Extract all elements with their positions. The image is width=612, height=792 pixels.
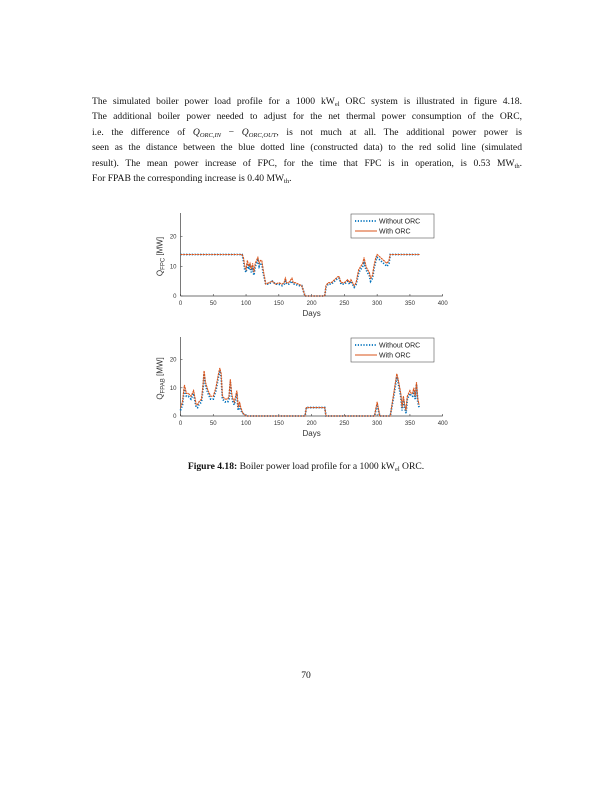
math-expression: $Q_{ORC,IN} - Q_{ORC,OUT}$ <box>192 126 277 139</box>
x-tick-label: 300 <box>372 301 383 307</box>
x-tick-label: 350 <box>404 301 415 307</box>
x-axis-label: Days <box>302 309 321 318</box>
x-tick-label: 200 <box>306 421 317 427</box>
x-tick-label: 300 <box>372 421 383 427</box>
x-tick-label: 250 <box>339 421 350 427</box>
legend-label-without-orc: Without ORC <box>379 218 421 226</box>
x-tick-label: 150 <box>273 301 284 307</box>
x-tick-label: 350 <box>404 421 415 427</box>
x-tick-label: 200 <box>306 301 317 307</box>
chart-panel-1 <box>156 213 449 318</box>
x-tick-label: 400 <box>437 421 448 427</box>
paragraph-line-2: The additional boiler power needed to adjust for the net thermal power consumption of the ORC, <box>92 111 522 123</box>
y-tick-label: 10 <box>169 264 177 271</box>
x-tick-label: 100 <box>241 421 252 427</box>
legend-label-with-orc: With ORC <box>379 228 411 236</box>
paragraph-line-5: result). The mean power increase of FPC, for the time that FPC is in operation, is 0.53 $MW_{th}$. <box>92 157 522 170</box>
paragraph-line-4: seen as the distance between the blue dotted line (constructed data) to the red solid line (simulated <box>92 142 522 154</box>
chart-legend <box>351 214 434 238</box>
legend-label-without-orc: Without ORC <box>379 342 421 350</box>
figure-caption: Figure 4.18: Boiler power load profile for a 1000 $kW_{el}$ ORC. <box>187 461 425 473</box>
legend-label-with-orc: With ORC <box>379 352 411 360</box>
x-axis-label: Days <box>302 429 321 438</box>
y-tick-label: 0 <box>173 414 177 420</box>
x-tick-label: 0 <box>178 301 183 307</box>
x-tick-label: 50 <box>209 421 217 427</box>
x-tick-label: 50 <box>209 301 217 307</box>
x-tick-label: 150 <box>273 421 284 427</box>
paragraph-line-6: For FPAB the corresponding increase is 0.40 $MW_{th}$. <box>92 173 292 186</box>
chart-legend <box>351 338 434 362</box>
y-axis-label: $Q_{FPAB}$ [MW] <box>155 357 167 400</box>
x-tick-label: 400 <box>437 301 448 307</box>
figure-4-18 <box>140 205 460 445</box>
series-without-orc <box>181 371 420 416</box>
y-tick-label: 0 <box>173 294 177 300</box>
x-tick-label: 250 <box>339 301 350 307</box>
y-tick-label: 10 <box>169 385 177 392</box>
chart-panel-2 <box>156 337 449 438</box>
x-tick-label: 100 <box>241 301 252 307</box>
page-number: 70 <box>301 670 311 681</box>
series-with-orc <box>181 368 420 416</box>
x-tick-label: 0 <box>178 421 183 427</box>
y-tick-label: 20 <box>169 234 177 241</box>
y-tick-label: 20 <box>169 357 177 364</box>
body-paragraph <box>92 94 522 186</box>
series-with-orc <box>181 255 420 297</box>
boiler-load-charts <box>140 205 460 445</box>
caption-label: Figure 4.18: <box>187 461 238 472</box>
paragraph-line-3: i.e. the difference of $Q_{ORC,IN} - Q_{ORC,OUT}$, is not much at all. The additional power power is <box>92 126 522 139</box>
y-axis-label: $Q_{FPC}$ [MW] <box>155 236 167 277</box>
paragraph-line-1: The simulated boiler power load profile for a 1000 $kW_{el}$ ORC system is illustrated in figure 4.18. <box>92 96 522 108</box>
